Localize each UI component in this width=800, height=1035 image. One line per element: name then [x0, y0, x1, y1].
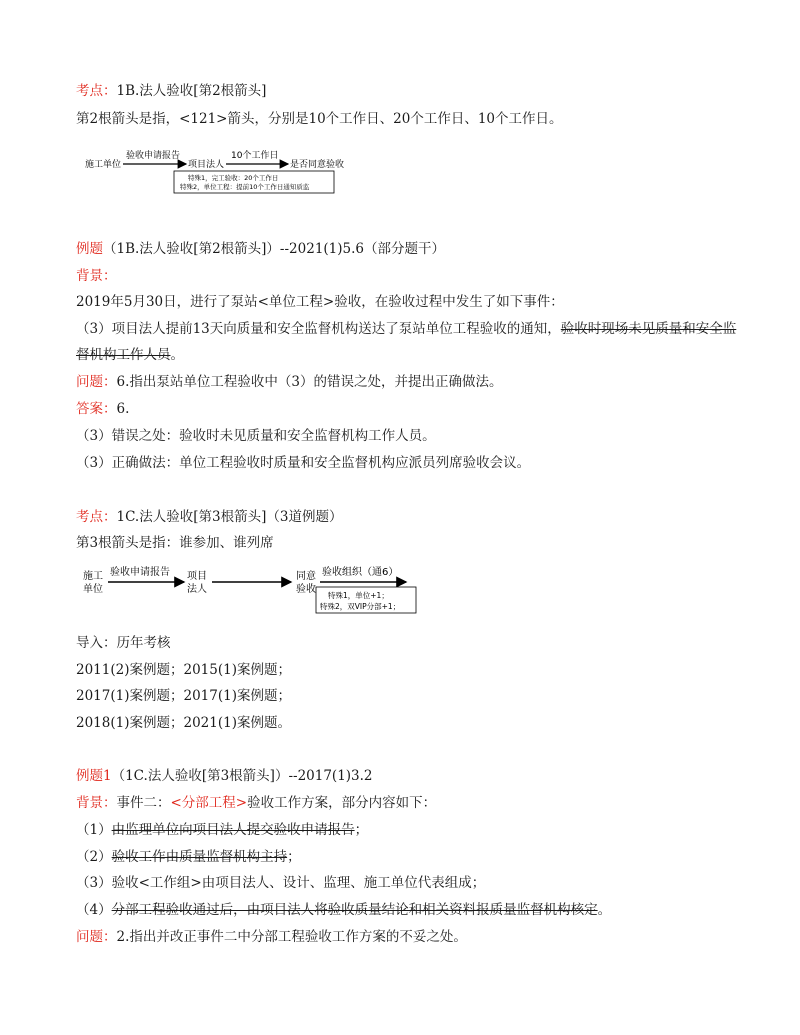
background-tag: 背景： — [76, 268, 117, 284]
item-struck: 由监理单位向项目法人提交验收申请报告 — [111, 822, 355, 838]
section1-desc: 第2根箭头是指，<121>箭头，分别是10个工作日、20个工作日、10个工作日。 — [76, 111, 563, 127]
answer-correct: （3）正确做法：单位工程验收时质量和安全监督机构应派员列席验收会议。 — [76, 455, 531, 471]
answer-line — [76, 400, 129, 418]
d2-node-owner-a: 项目 — [187, 571, 207, 582]
question-tag: 问题： — [76, 374, 117, 390]
event-3-struck-a: 验收时现场未见质量和安全监 — [560, 321, 737, 337]
d2-node-approve-b: 验收 — [296, 584, 316, 595]
d2-node-owner-b: 法人 — [187, 584, 207, 595]
plan-item-4 — [76, 901, 611, 919]
example2-title — [76, 767, 373, 785]
d1-arrow-2-label: 10个工作日 — [231, 151, 279, 161]
event-3-line2 — [76, 346, 184, 364]
section2-title — [76, 508, 342, 526]
question-tag: 问题： — [76, 929, 117, 945]
keypoint-text: 1C.法人验收[第3根箭头]（3道例题） — [116, 509, 343, 525]
intro-years-2: 2017(1)案例题；2017(1)案例题； — [76, 688, 291, 704]
example1-title — [76, 240, 445, 258]
keypoint-tag: 考点： — [76, 83, 117, 99]
d1-node-owner: 项目法人 — [188, 160, 225, 170]
example-title-text: （1C.法人验收[第3根箭头]）--2017(1)3.2 — [111, 768, 373, 784]
example-title-text: （1B.法人验收[第2根箭头]）--2021(1)5.6（部分题干） — [103, 241, 445, 257]
d2-arrow-1-label: 验收申请报告 — [110, 567, 170, 578]
example-tag: 例题 — [76, 241, 103, 257]
d2-special-1: 特殊1，单位+1； — [328, 591, 389, 600]
keypoint-text: 1B.法人验收[第2根箭头] — [116, 83, 267, 99]
answer-tag: 答案： — [76, 401, 117, 417]
answer-error: （3）错误之处：验收时未见质量和安全监督机构工作人员。 — [76, 428, 436, 444]
intro-years-1: 2011(2)案例题；2015(1)案例题； — [76, 662, 291, 678]
example2-question — [76, 928, 467, 946]
d1-node-contractor: 施工单位 — [85, 160, 122, 170]
event-3-end: 。 — [170, 347, 184, 363]
item-struck: 验收工作由质量监督机构主持 — [111, 849, 288, 865]
d2-special-2: 特殊2，双VIP分部+1； — [320, 602, 401, 611]
section1-title — [76, 82, 266, 100]
question-text: 2.指出并改正事件二中分部工程验收工作方案的不妥之处。 — [116, 929, 467, 945]
question-line — [76, 373, 502, 391]
plan-item-3: （3）验收<工作组>由项目法人、设计、监理、施工单位代表组成； — [76, 875, 486, 891]
background-tag: 背景： — [76, 795, 117, 811]
d2-node-approve-a: 同意 — [296, 571, 316, 582]
d2-node-contractor-a: 施工 — [83, 571, 103, 582]
d2-node-contractor-b: 单位 — [83, 584, 103, 595]
intro-years-3: 2018(1)案例题；2021(1)案例题。 — [76, 715, 291, 731]
item-end: 。 — [597, 902, 612, 918]
background-text-a: 事件二： — [116, 795, 171, 811]
example2-background — [76, 794, 436, 812]
plan-item-1 — [76, 821, 368, 839]
event-3-line1 — [76, 320, 736, 338]
event-3-struck-b: 督机构工作人员 — [76, 347, 171, 363]
answer-text: 6. — [116, 401, 130, 417]
d2-arrow-3-label: 验收组织（通6） — [322, 567, 399, 578]
background-text-c: 验收工作方案，部分内容如下： — [247, 795, 437, 811]
example-tag: 例题1 — [76, 768, 112, 784]
background-text: 2019年5月30日，进行了泵站<单位工程>验收，在验收过程中发生了如下事件： — [76, 294, 564, 310]
keypoint-tag: 考点： — [76, 509, 117, 525]
item-end: ； — [287, 849, 301, 865]
item-number: （1） — [76, 822, 112, 838]
d1-arrow-1-label: 验收申请报告 — [126, 151, 181, 161]
item-number: （2） — [76, 849, 112, 865]
plan-item-2 — [76, 848, 301, 866]
item-end: ； — [354, 822, 369, 838]
d1-special-2: 特殊2，单位工程：提前10个工作日通知质监 — [180, 183, 310, 191]
flow-diagram-1 — [76, 144, 376, 196]
intro-heading: 导入：历年考核 — [76, 635, 171, 651]
d1-node-approve: 是否同意验收 — [290, 160, 345, 170]
item-number: （4） — [76, 902, 112, 918]
question-text: 6.指出泵站单位工程验收中（3）的错误之处，并提出正确做法。 — [116, 374, 503, 390]
flow-diagram-2 — [76, 562, 421, 618]
background-highlight: <分部工程> — [170, 795, 248, 811]
item-struck: 分部工程验收通过后，由项目法人将验收质量结论和相关资料报质量监督机构核定 — [111, 902, 598, 918]
event-3-text: （3）项目法人提前13天向质量和安全监督机构送达了泵站单位工程验收的通知， — [76, 321, 561, 337]
section2-desc: 第3根箭头是指：谁参加、谁列席 — [76, 535, 274, 551]
d1-special-1: 特殊1，完工验收：20个工作日 — [188, 174, 279, 182]
